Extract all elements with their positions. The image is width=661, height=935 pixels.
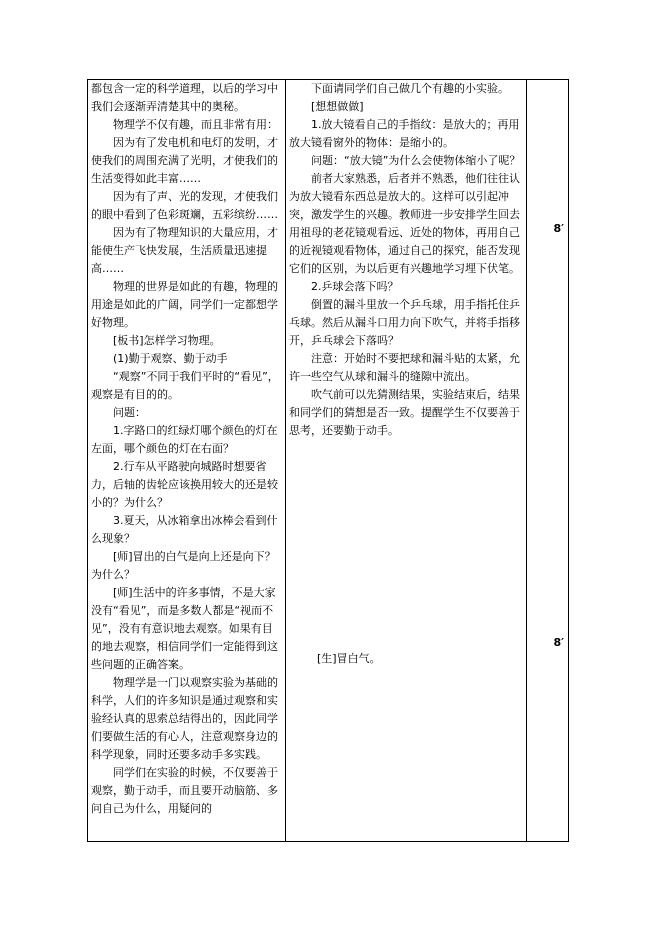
text-line: 物理学是一门以观察实验为基础的科学，人们的许多知识是通过观察和实验经认真的思索总结得出的，因此同学们要做生活的有心人，注意观察身边的科学现象，同时还要多动手多实践。	[91, 676, 278, 761]
middle-column-cell	[286, 80, 527, 842]
text-line: 1.放大镜看自己的手指纹：是放大的；再用放大镜看窗外的物体：是缩小的。	[289, 118, 520, 149]
text-line: 2.乒球会落下吗？	[311, 280, 399, 293]
text-line: 问题：	[113, 406, 146, 419]
lesson-table	[87, 79, 569, 842]
text-line: 都包含一定的科学道理，以后的学习中我们会逐渐弄清楚其中的奥秘。	[91, 82, 278, 113]
text-line: 物理的世界是如此的有趣，物理的用途是如此的广阔，同学们一定都想学好物理。	[91, 280, 278, 329]
text-line: 前者大家熟悉，后者并不熟悉，他们往往认为放大镜看东西总是放大的。这样可以引起冲突，激发学生的兴趣。教师进一步安排学生回去用祖母的老花镜观看远、近处的物体，再用自己的近视镜观看物体，通过自己的探究，能否发现它们的区别，为以后更有兴趣地学习埋下伏笔。	[289, 172, 520, 275]
text-line: 问题：“放大镜”为什么会使物体缩小了呢？	[311, 154, 521, 167]
time-column-cell	[527, 80, 569, 842]
text-line: 因为有了声、光的发现，才使我们的眼中看到了色彩斑斓，五彩缤纷……	[91, 190, 278, 221]
text-line: 1.字路口的红绿灯哪个颜色的灯在左面，哪个颜色的灯在右面？	[91, 424, 278, 455]
text-line: [师]冒出的白气是向上还是向下？为什么？	[91, 550, 276, 581]
text-line: 下面请同学们自己做几个有趣的小实验。	[311, 82, 509, 95]
table-row	[88, 80, 569, 842]
text-line: 同学们在实验的时候，不仅要善于观察，勤于动手，而且要开动脑筋、多问自己为什么，用疑问的	[91, 766, 278, 815]
text-line: 物理学不仅有趣，而且非常有用：	[113, 118, 278, 131]
time-mark: 8′	[553, 222, 564, 235]
student-answer: [生]冒白气。	[317, 652, 381, 665]
text-line: [师]生活中的许多事情，不是大家没有“看见”，而是多数人都是“视而不见”，没有有意识地去观察。如果有目的地去观察，相信同学们一定能得到这些问题的正确答案。	[91, 586, 278, 671]
text-line: 因为有了发电机和电灯的发明，才使我们的周围充满了光明，才使我们的生活变得如此丰富……	[91, 136, 278, 185]
text-line: 2.行车从平路驶向城路时想要省力，后轴的齿轮应该换用较大的还是较小的？为什么？	[91, 460, 278, 509]
left-column-cell	[88, 80, 286, 842]
text-line: 因为有了物理知识的大量应用，才能使生产飞快发展，生活质量迅速提高……	[91, 226, 278, 275]
text-line: [板书]怎样学习物理。	[113, 334, 221, 347]
text-line: 吹气前可以先猜测结果，实验结束后，结果和同学们的猜想是否一致。提醒学生不仅要善于思考，还要勤于动手。	[289, 388, 520, 437]
text-line: 注意：开始时不要把球和漏斗贴的太紧，允许一些空气从球和漏斗的缝隙中流出。	[289, 352, 520, 383]
text-line: (1)勤于观察、勤于动手	[113, 352, 228, 365]
text-line: [想想做做]	[311, 100, 364, 113]
time-mark: 8′	[553, 636, 564, 649]
text-line: 倒置的漏斗里放一个乒乓球，用手指托住乒乓球。然后从漏斗口用力向下吹气，并将手指移开，乒乓球会下落吗？	[289, 298, 520, 347]
text-line: “观察”不同于我们平时的“看见”，观察是有目的的。	[91, 370, 279, 401]
text-line: 3.夏天，从冰箱拿出冰棒会看到什么现象？	[91, 514, 278, 545]
